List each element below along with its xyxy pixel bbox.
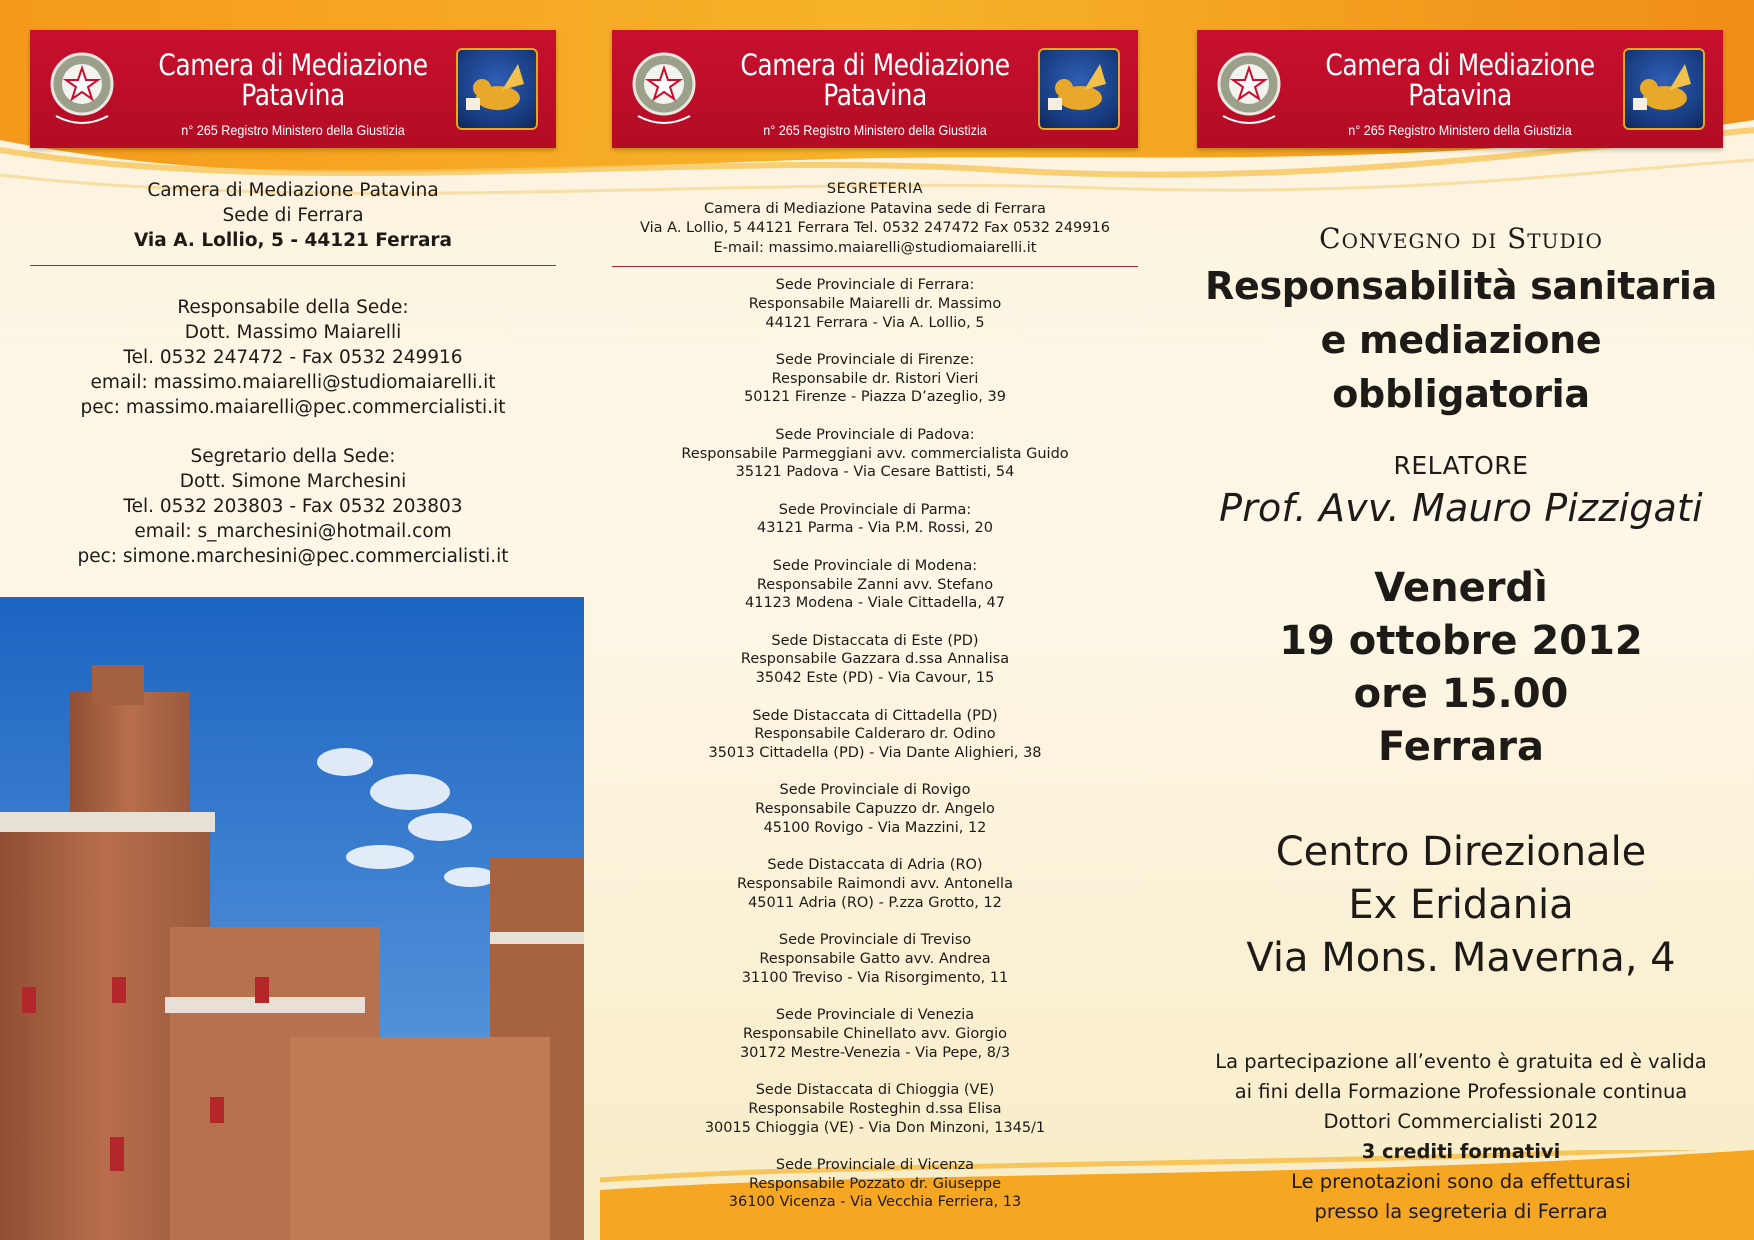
office-line: Sede Distaccata di Cittadella (PD) — [752, 707, 998, 724]
office-line: Sede Provinciale di Treviso — [778, 932, 972, 949]
banner-registry: n° 265 Registro Ministero della Giustizia — [1348, 122, 1572, 138]
italian-republic-emblem-icon — [628, 46, 700, 128]
winged-lion-of-saint-mark-icon — [1038, 48, 1120, 130]
castello-estense-photo — [0, 597, 584, 1240]
office-line: Sede Provinciale di Vicenza — [775, 1156, 975, 1173]
office-entry — [612, 931, 1138, 987]
divider — [30, 265, 556, 266]
header-banner-right — [1197, 30, 1723, 148]
office-line: 45100 Rovigo - Via Mazzini, 12 — [763, 820, 987, 837]
banner-title: Camera di Mediazione Patavina — [158, 48, 428, 112]
office-line: Sede Provinciale di Firenze: — [775, 351, 975, 368]
seat-address: Camera di Mediazione Patavina Sede di Ferrara Via A. Lollio, 5 - 44121 Ferrara — [133, 180, 453, 251]
office-entry — [612, 707, 1138, 763]
divider — [612, 266, 1138, 267]
office-entry — [612, 276, 1138, 332]
office-entry — [612, 1081, 1138, 1137]
office-line: Responsabile Parmeggiani avv. commercialista Guido — [681, 445, 1069, 462]
office-list — [612, 276, 1138, 1212]
event-title: Responsabilità sanitaria e mediazione obbligatoria — [1205, 264, 1717, 416]
office-line: Sede Provinciale di Ferrara: — [775, 277, 975, 293]
office-line: 45011 Adria (RO) - P.zza Grotto, 12 — [748, 894, 1002, 911]
winged-lion-of-saint-mark-icon — [456, 48, 538, 130]
office-line: Sede Provinciale di Rovigo — [779, 782, 971, 799]
office-entry — [612, 856, 1138, 912]
office-entry — [612, 1006, 1138, 1062]
office-line: Sede Distaccata di Chioggia (VE) — [755, 1082, 995, 1098]
office-line: Sede Provinciale di Modena: — [772, 557, 978, 574]
office-line: 43121 Parma - Via P.M. Rossi, 20 — [757, 520, 993, 537]
office-line: Sede Distaccata di Adria (RO) — [767, 857, 983, 874]
office-line: 41123 Modena - Viale Cittadella, 47 — [745, 595, 1005, 612]
event-type: Convegno di Studio — [1319, 222, 1603, 255]
office-line: Responsabile Pozzato dr. Giuseppe — [748, 1175, 1002, 1192]
office-line: Responsabile Gazzara d.ssa Annalisa — [740, 651, 1010, 668]
office-line: 50121 Firenze - Piazza D’azeglio, 39 — [744, 389, 1006, 406]
office-line: Responsabile Raimondi avv. Antonella — [737, 876, 1013, 893]
speaker-name: Prof. Avv. Mauro Pizzigati — [1219, 486, 1703, 530]
office-line: 44121 Ferrara - Via A. Lollio, 5 — [765, 314, 985, 331]
office-line: Responsabile Maiarelli dr. Massimo — [748, 295, 1002, 312]
office-entry — [612, 781, 1138, 837]
segreteria-block: SEGRETERIA Camera di Mediazione Patavina sede di Ferrara Via A. Lollio, 5 44121 Ferrara Tel. 0532 247472 Fax 0532 249916 E-mail: massimo.maiarelli@studiomaiarelli.it — [640, 181, 1110, 256]
banner-registry: n° 265 Registro Ministero della Giustizia — [763, 122, 987, 138]
office-entry — [612, 557, 1138, 613]
office-entry — [612, 351, 1138, 407]
italian-republic-emblem-icon — [1213, 46, 1285, 128]
office-line: 35042 Este (PD) - Via Cavour, 15 — [755, 670, 995, 687]
speaker-label: RELATORE — [1393, 451, 1529, 480]
header-banner-left — [30, 30, 556, 148]
winged-lion-of-saint-mark-icon — [1623, 48, 1705, 130]
office-line: Sede Provinciale di Venezia — [775, 1007, 975, 1024]
office-line: Responsabile dr. Ristori Vieri — [771, 370, 979, 387]
office-line: Sede Provinciale di Padova: — [775, 426, 975, 443]
event-venue: Centro Direzionale Ex Eridania Via Mons. Maverna, 4 — [1246, 829, 1676, 981]
credits: 3 crediti formativi — [1361, 1140, 1561, 1163]
office-line: 35013 Cittadella (PD) - Via Dante Alighieri, 38 — [708, 745, 1042, 762]
office-entry — [612, 501, 1138, 539]
office-entry — [612, 426, 1138, 482]
office-entry — [612, 1156, 1138, 1212]
office-line: Responsabile Rosteghin d.ssa Elisa — [748, 1100, 1002, 1117]
banner-registry: n° 265 Registro Ministero della Giustizia — [181, 122, 405, 138]
office-line: 30172 Mestre-Venezia - Via Pepe, 8/3 — [739, 1044, 1011, 1061]
banner-title: Camera di Mediazione Patavina — [740, 48, 1010, 112]
event-datetime: Venerdì 19 ottobre 2012 ore 15.00 Ferrara — [1279, 565, 1643, 770]
middle-panel — [612, 180, 1138, 1231]
right-panel — [1198, 222, 1724, 1227]
left-panel — [30, 178, 556, 569]
banner-title: Camera di Mediazione Patavina — [1325, 48, 1595, 112]
office-line: Responsabile Zanni avv. Stefano — [756, 576, 994, 593]
office-line: Responsabile Capuzzo dr. Angelo — [755, 801, 995, 818]
header-banner-middle — [612, 30, 1138, 148]
office-line: 36100 Vicenza - Via Vecchia Ferriera, 13 — [728, 1194, 1022, 1211]
office-line: Sede Provinciale di Parma: — [778, 501, 972, 518]
office-line: 30015 Chioggia (VE) - Via Don Minzoni, 1345/1 — [704, 1119, 1046, 1136]
office-line: 35121 Padova - Via Cesare Battisti, 54 — [735, 464, 1015, 481]
office-line: Sede Distaccata di Este (PD) — [771, 632, 979, 649]
office-line: Responsabile Gatto avv. Andrea — [759, 951, 991, 968]
seat-secretary-contact: Segretario della Sede: Dott. Simone Marchesini Tel. 0532 203803 - Fax 0532 203803 email: s_marchesini@hotmail.com pec: simone.marchesini@pec.commercialisti.it — [77, 446, 509, 567]
office-line: Responsabile Calderaro dr. Odino — [754, 726, 996, 743]
participation-note: La partecipazione all’evento è gratuita ed è valida ai fini della Formazione Professionale continua Dottori Commercialisti 2012 3 crediti formativi Le prenotazioni sono da effetturasi presso la segreteria di Ferrara — [1198, 1047, 1724, 1227]
italian-republic-emblem-icon — [46, 46, 118, 128]
office-entry — [612, 632, 1138, 688]
office-line: 31100 Treviso - Via Risorgimento, 11 — [741, 969, 1009, 986]
office-line: Responsabile Chinellato avv. Giorgio — [742, 1025, 1008, 1042]
seat-manager-contact: Responsabile della Sede: Dott. Massimo Maiarelli Tel. 0532 247472 - Fax 0532 249916 email: massimo.maiarelli@studiomaiarelli.it pec: massimo.maiarelli@pec.commercialisti.it — [80, 297, 506, 418]
